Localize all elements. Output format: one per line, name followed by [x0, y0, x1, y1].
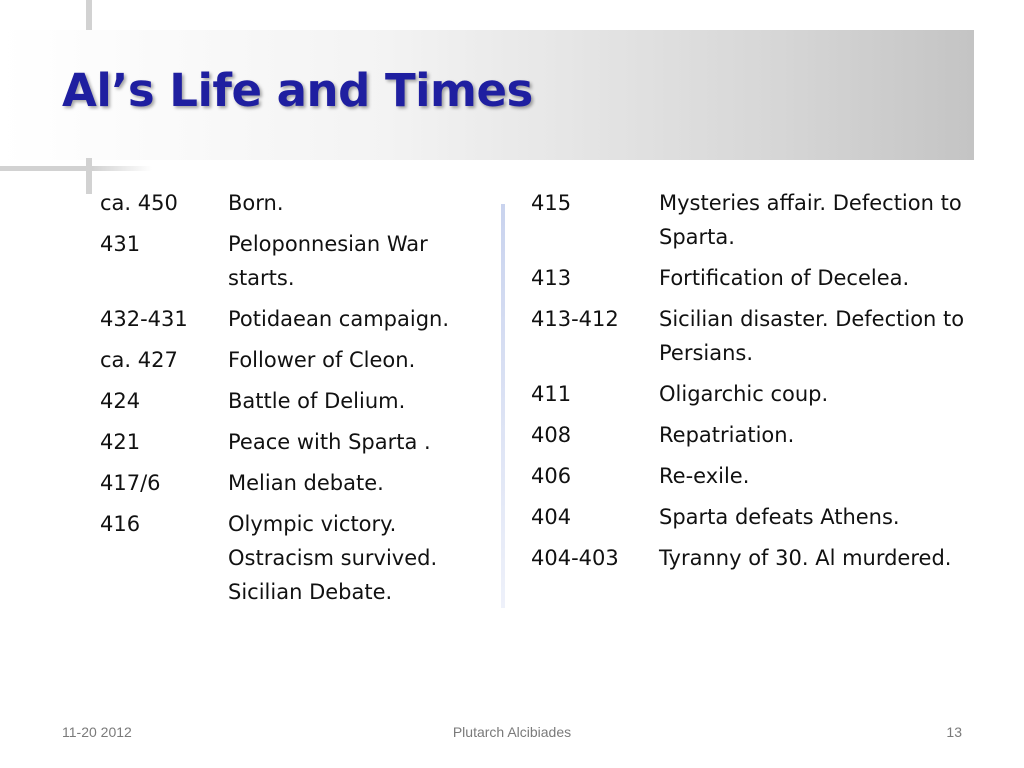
timeline-event: Peace with Sparta . [228, 430, 431, 454]
timeline-date: 432-431 [100, 307, 188, 331]
timeline-date: ca. 450 [100, 191, 178, 215]
footer-title: Plutarch Alcibiades [452, 724, 572, 740]
column-divider [501, 204, 505, 608]
timeline-event: Mysteries affair. Defection to Sparta. [659, 191, 962, 249]
timeline-row [100, 425, 490, 459]
timeline-row [531, 500, 981, 534]
accent-line-horizontal-right [92, 166, 152, 171]
timeline-row [100, 343, 490, 377]
timeline-date: 424 [100, 389, 141, 413]
timeline-date: 431 [100, 232, 141, 256]
slide-title: Al’s Life and Times [62, 64, 533, 117]
timeline-event: Follower of Cleon. [228, 348, 416, 372]
timeline-row [531, 459, 981, 493]
footer-date: 11-20 2012 [62, 724, 132, 740]
timeline-row [531, 302, 981, 370]
timeline-date: 406 [531, 464, 572, 488]
timeline-date: 421 [100, 430, 141, 454]
timeline-row [100, 507, 490, 609]
timeline-row [531, 261, 981, 295]
timeline-event: Born. [228, 191, 284, 215]
timeline-event: Re-exile. [659, 464, 750, 488]
timeline-row [531, 186, 981, 254]
page-number: 13 [946, 724, 962, 740]
timeline-row [531, 377, 981, 411]
timeline-date: 417/6 [100, 471, 161, 495]
timeline-event: Olympic victory. Ostracism survived. Sicilian Debate. [228, 512, 438, 604]
timeline-date: ca. 427 [100, 348, 178, 372]
timeline-row [100, 302, 490, 336]
timeline-event: Peloponnesian War starts. [228, 232, 428, 290]
timeline-event: Potidaean campaign. [228, 307, 450, 331]
timeline-date: 413 [531, 266, 572, 290]
timeline-date: 416 [100, 512, 141, 536]
timeline-right-column [531, 186, 981, 582]
accent-line-horizontal-left [0, 166, 86, 171]
timeline-event: Melian debate. [228, 471, 384, 495]
timeline-date: 404 [531, 505, 572, 529]
timeline-event: Oligarchic coup. [659, 382, 829, 406]
timeline-event: Repatriation. [659, 423, 795, 447]
timeline-date: 408 [531, 423, 572, 447]
timeline-event: Sparta defeats Athens. [659, 505, 900, 529]
timeline-event: Battle of Delium. [228, 389, 406, 413]
timeline-date: 404-403 [531, 546, 619, 570]
timeline-row [531, 541, 981, 575]
timeline-row [531, 418, 981, 452]
timeline-event: Tyranny of 30. Al murdered. [659, 546, 952, 570]
timeline-row [100, 466, 490, 500]
timeline-date: 411 [531, 382, 572, 406]
accent-line-vertical-mid [86, 158, 92, 194]
timeline-row [100, 186, 490, 220]
timeline-event: Fortification of Decelea. [659, 266, 910, 290]
timeline-date: 413-412 [531, 307, 619, 331]
timeline-event: Sicilian disaster. Defection to Persians. [659, 307, 965, 365]
timeline-date: 415 [531, 191, 572, 215]
timeline-row [100, 227, 490, 295]
timeline-left-column [100, 186, 490, 616]
accent-line-vertical-top [86, 0, 92, 30]
timeline-row [100, 384, 490, 418]
